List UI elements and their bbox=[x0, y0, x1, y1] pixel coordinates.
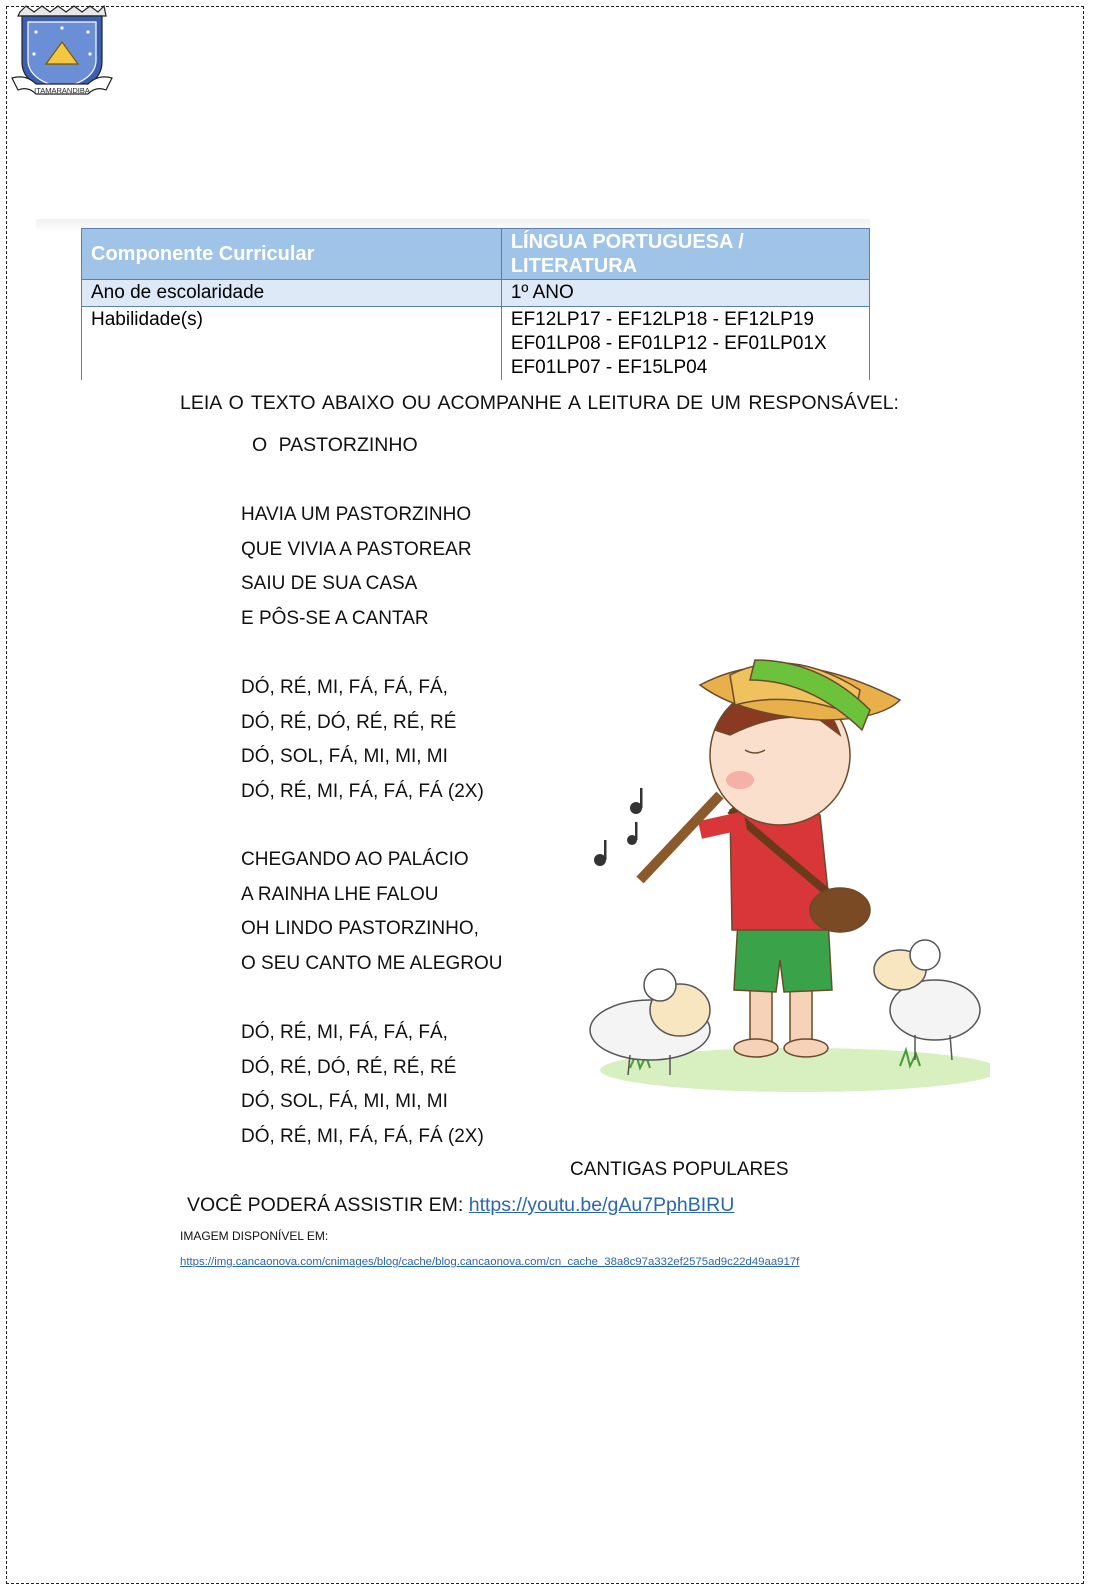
poem-line: A RAINHA LHE FALOU bbox=[241, 883, 439, 905]
poem-line: QUE VIVIA A PASTOREAR bbox=[241, 538, 472, 560]
poem-stanza bbox=[241, 498, 472, 636]
table-cell-label: Habilidade(s) bbox=[82, 307, 502, 381]
table-row bbox=[82, 280, 870, 307]
poem-line: DÓ, SOL, FÁ, MI, MI, MI bbox=[241, 746, 448, 767]
poem-stanza bbox=[241, 671, 484, 809]
image-source-label: IMAGEM DISPONÍVEL EM: bbox=[180, 1229, 329, 1243]
poem-line: DÓ, SOL, FÁ, MI, MI, MI bbox=[241, 1091, 448, 1112]
poem-line: DÓ, RÉ, DÓ, RÉ, RÉ, RÉ bbox=[241, 711, 457, 733]
curriculum-table bbox=[81, 228, 870, 380]
table-cell-value: 1º ANO bbox=[501, 280, 869, 307]
poem-stanza bbox=[241, 1016, 484, 1154]
municipal-crest-logo bbox=[6, 4, 118, 104]
poem-line: DÓ, RÉ, MI, FÁ, FÁ, FÁ, bbox=[241, 1022, 448, 1043]
table-cell-label: Componente Curricular bbox=[82, 229, 502, 280]
table-row bbox=[82, 229, 870, 280]
video-link[interactable]: https://youtu.be/gAu7PphBIRU bbox=[468, 1194, 735, 1216]
table-row bbox=[82, 307, 870, 381]
poem-line: HAVIA UM PASTORZINHO bbox=[241, 504, 472, 525]
poem-line: DÓ, RÉ, MI, FÁ, FÁ, FÁ (2X) bbox=[241, 780, 484, 802]
reading-instruction: LEIA O TEXTO ABAIXO OU ACOMPANHE A LEITURA DE UM RESPONSÁVEL: bbox=[180, 392, 899, 414]
table-cell-line: LITERATURA bbox=[510, 255, 638, 277]
poem-line: SAIU DE SUA CASA bbox=[241, 573, 418, 594]
poem-line: DÓ, RÉ, MI, FÁ, FÁ, FÁ, bbox=[241, 677, 448, 698]
table-cell-line: EF01LP08 - EF01LP12 - EF01LP01X bbox=[510, 333, 827, 354]
table-cell-value bbox=[501, 307, 869, 381]
image-source-link[interactable]: https://img.cancaonova.com/cnimages/blog/cache/blog.cancaonova.com/cn_cache_38a8c97a332ef2575ad9c22d49aa917f bbox=[180, 1256, 800, 1268]
poem-line: DÓ, RÉ, MI, FÁ, FÁ, FÁ (2X) bbox=[241, 1125, 484, 1147]
table-cell-line: LÍNGUA PORTUGUESA / bbox=[510, 231, 744, 253]
poem-line: DÓ, RÉ, DÓ, RÉ, RÉ, RÉ bbox=[241, 1056, 457, 1078]
crest-banner-text: ITAMARANDIBA bbox=[34, 86, 90, 95]
video-label: VOCÊ PODERÁ ASSISTIR EM: bbox=[187, 1194, 464, 1216]
curriculum-table-container bbox=[36, 219, 870, 380]
shepherd-boy-illustration bbox=[570, 630, 990, 1110]
poem-stanza bbox=[241, 843, 502, 981]
poem-credit: CANTIGAS POPULARES bbox=[570, 1159, 789, 1180]
poem-title: O PASTORZINHO bbox=[252, 434, 418, 456]
poem-line: E PÔS-SE A CANTAR bbox=[241, 607, 429, 629]
poem-line: CHEGANDO AO PALÁCIO bbox=[241, 849, 469, 870]
table-cell-line: EF12LP17 - EF12LP18 - EF12LP19 bbox=[510, 309, 814, 330]
table-cell-line: EF01LP07 - EF15LP04 bbox=[510, 357, 708, 378]
table-cell-value bbox=[501, 229, 869, 280]
table-cell-label: Ano de escolaridade bbox=[82, 280, 502, 307]
poem-line: O SEU CANTO ME ALEGROU bbox=[241, 952, 503, 974]
video-reference bbox=[187, 1194, 734, 1217]
poem-line: OH LINDO PASTORZINHO, bbox=[241, 918, 479, 939]
